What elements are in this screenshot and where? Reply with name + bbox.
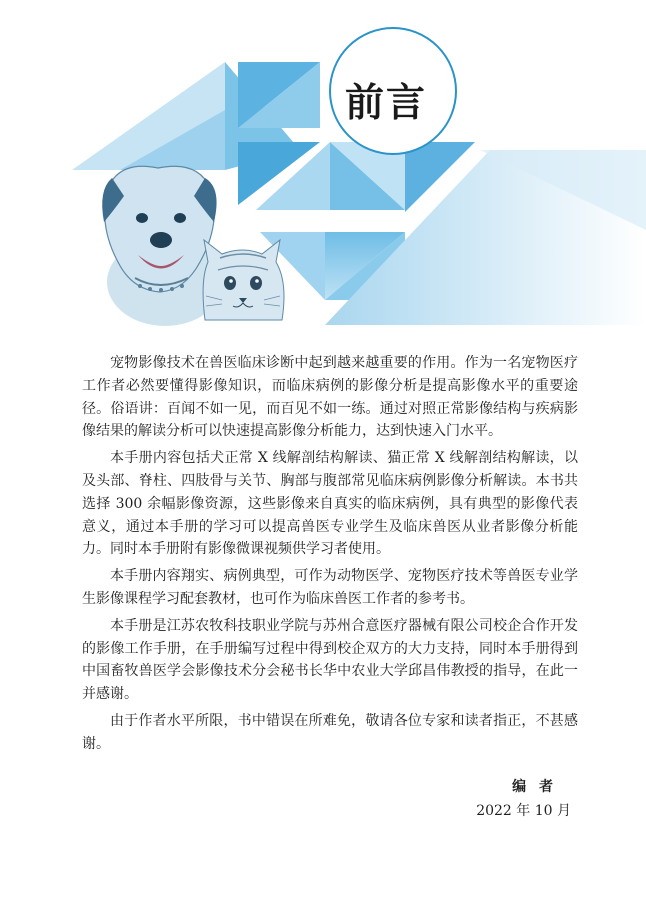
page-title: 前言 (345, 81, 428, 126)
cat-illustration (203, 240, 284, 320)
paragraph: 本手册是江苏农牧科技职业学院与苏州合意医疗器械有限公司校企合作开发的影像工作手册，在手册编写过程中得到校企双方的大力支持，同时本手册得到中国畜牧兽医学会影像技术分会秘书长华中农业大学邱昌伟教授的指导，在此一并感谢。 (82, 617, 578, 703)
author-signature: 编 者 (512, 779, 557, 795)
paragraph: 宠物影像技术在兽医临床诊断中起到越来越重要的作用。作为一名宠物医疗工作者必然要懂得影像知识，而临床病例的影像分析是提高影像水平的重要途径。俗语讲：百闻不如一见，而百见不如一练。通过对照正常影像结构与疾病影像结果的解读分析可以快速提高影像分析能力，达到快速入门水平。 (82, 355, 578, 440)
preface-body (82, 352, 578, 760)
paragraph: 由于作者水平所限，书中错误在所难免，敬请各位专家和读者指正，不甚感谢。 (82, 712, 578, 752)
paragraph: 本手册内容翔实、病例典型，可作为动物医学、宠物医疗技术等兽医专业学生影像课程学习配套教材，也可作为临床兽医工作者的参考书。 (82, 568, 578, 607)
signature-date: 2022 年 10 月 (476, 803, 571, 819)
paragraph: 本手册内容包括犬正常 X 线解剖结构解读、猫正常 X 线解剖结构解读，以及头部、脊柱、四肢骨与关节、胸部与腹部常见临床病例影像分析解读。本书共选择 300 余幅影像资源，这些影像来自真实的临床病例，具有典型的影像代表意义，通过本手册的学习可以提高兽医专业学生及临床兽医从业者影像分析能力。同时本手册附有影像微课视频供学习者使用。 (82, 450, 578, 558)
signature-block (476, 775, 571, 823)
header-illustration (0, 0, 646, 340)
